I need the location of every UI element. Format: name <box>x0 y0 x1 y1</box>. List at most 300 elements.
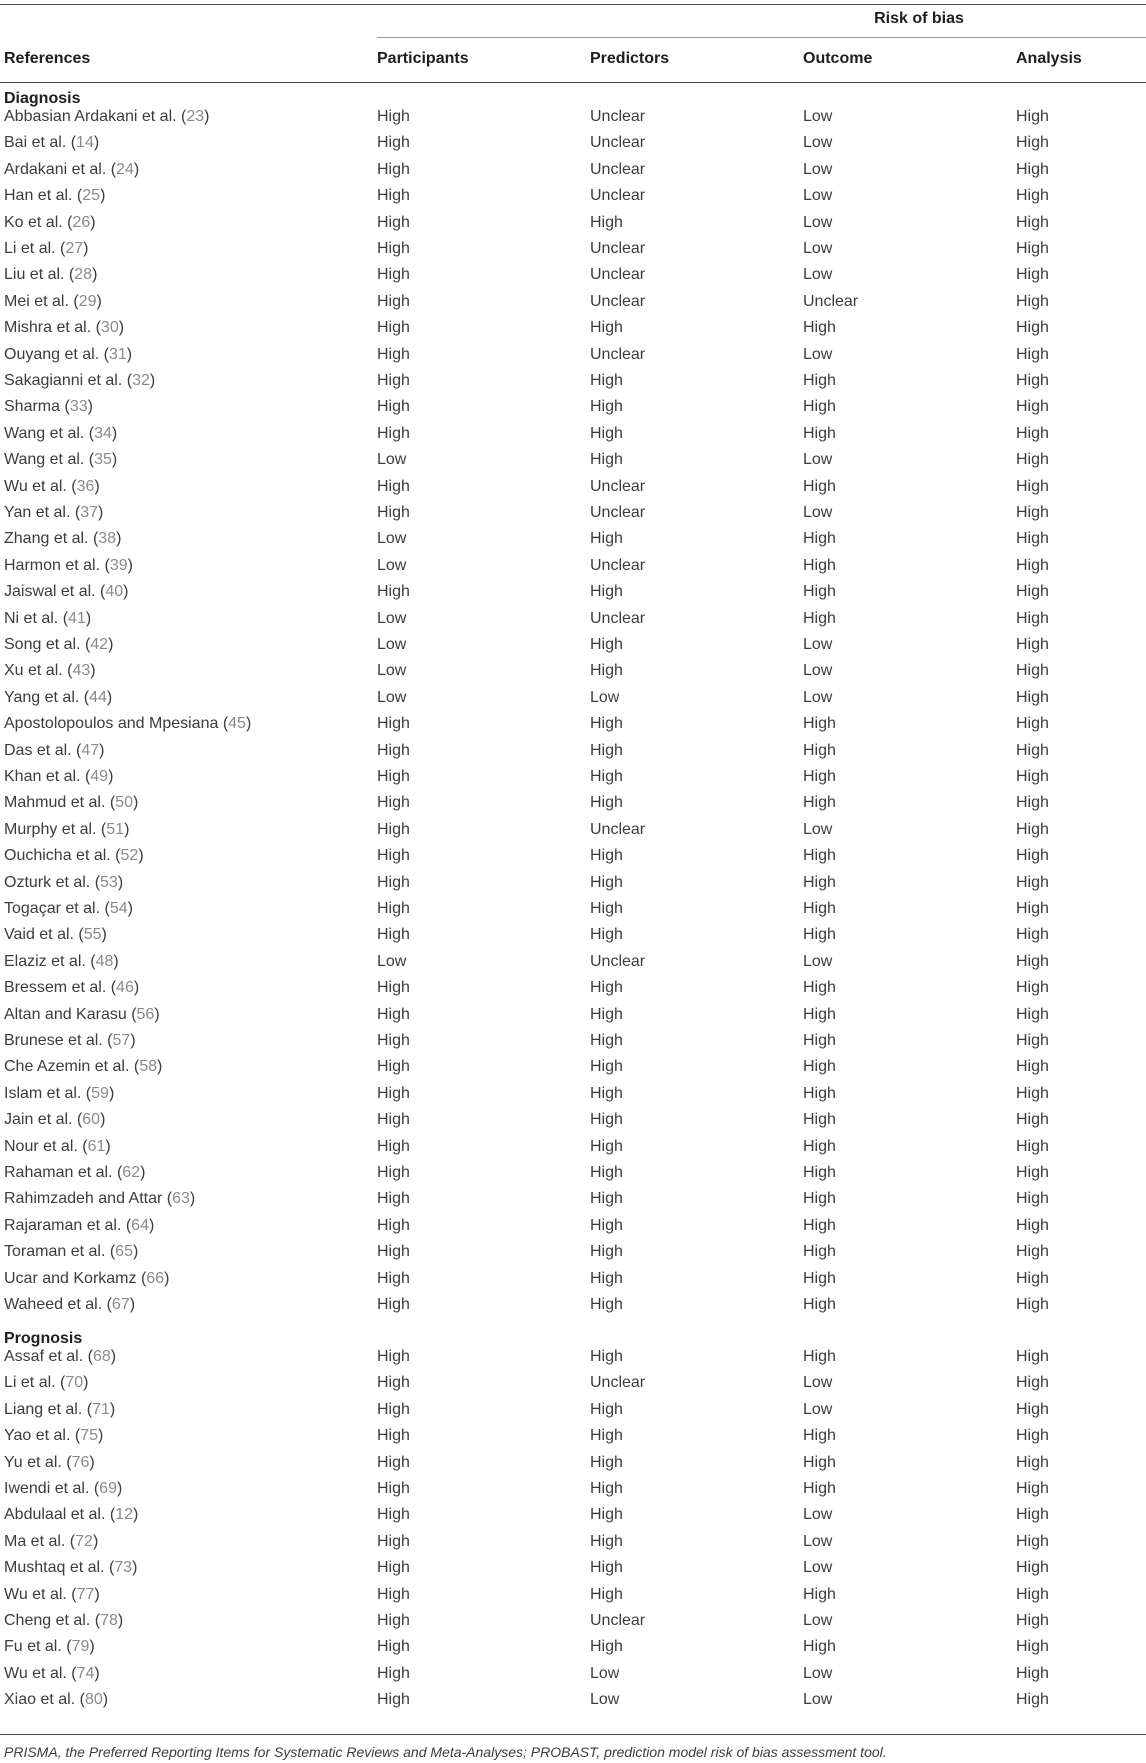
predictors-cell: Low <box>590 688 620 706</box>
predictors-cell: Unclear <box>590 1612 646 1629</box>
analysis-cell: High <box>1016 213 1049 231</box>
predictors-cell: Low <box>590 1664 620 1682</box>
participants-cell: High <box>377 926 410 944</box>
citation-number[interactable]: 80 <box>84 1691 103 1709</box>
reference-name: Liang et al. <box>4 1400 83 1418</box>
analysis-cell: High <box>1016 1032 1049 1049</box>
table-row <box>0 157 1146 183</box>
outcome-cell: High <box>803 1243 836 1261</box>
citation-number[interactable]: 51 <box>106 820 125 838</box>
analysis-cell: High <box>1016 609 1049 627</box>
outcome-cell: Low <box>803 820 833 838</box>
predictors-cell: High <box>590 1348 623 1365</box>
outcome-cell: High <box>803 398 836 416</box>
participants-cell: High <box>377 1190 410 1208</box>
outcome-cell: Low <box>803 1691 833 1709</box>
outcome-cell: Low <box>803 134 833 152</box>
citation-number[interactable]: 78 <box>100 1612 118 1629</box>
table-row <box>0 183 1146 209</box>
reference-cell: Li et al. (27) <box>4 240 89 257</box>
predictors-cell: High <box>590 715 623 733</box>
analysis-cell: High <box>1016 1638 1049 1656</box>
analysis-cell: High <box>1016 556 1049 574</box>
participants-cell: High <box>377 768 410 785</box>
outcome-cell: Low <box>803 636 833 653</box>
citation-number[interactable]: 53 <box>100 873 118 891</box>
outcome-cell: High <box>803 530 836 548</box>
table-row <box>0 1397 1146 1423</box>
table-row <box>0 210 1146 236</box>
analysis-cell: High <box>1016 477 1049 495</box>
citation-number[interactable]: 71 <box>92 1400 110 1418</box>
outcome-cell: High <box>803 1348 836 1365</box>
reference-name: Jaiswal et al. <box>4 583 96 601</box>
outcome-cell: High <box>803 1190 836 1208</box>
citation-number[interactable]: 25 <box>82 187 101 205</box>
reference-cell: Das et al. (47) <box>4 741 105 759</box>
citation-number[interactable]: 23 <box>186 108 205 125</box>
citation-number[interactable]: 63 <box>172 1190 190 1208</box>
predictors-cell: Unclear <box>590 952 646 970</box>
participants-cell: High <box>377 1137 410 1155</box>
participants-cell: High <box>377 372 410 389</box>
reference-cell: Wu et al. (74) <box>4 1664 100 1682</box>
analysis-cell: High <box>1016 794 1049 812</box>
citation-number[interactable]: 76 <box>71 1453 90 1471</box>
reference-name: Ozturk et al. <box>4 873 91 891</box>
outcome-cell: Low <box>803 160 833 178</box>
table-row <box>0 1028 1146 1054</box>
reference-name: Cheng et al. <box>4 1612 91 1629</box>
outcome-cell: High <box>803 1453 836 1471</box>
participants-cell: High <box>377 1005 410 1023</box>
reference-cell: Nour et al. (61) <box>4 1137 111 1155</box>
reference-name: Yang et al. <box>4 688 80 706</box>
participants-cell: High <box>377 1400 410 1418</box>
reference-name: Rahimzadeh and Attar <box>4 1190 163 1208</box>
citation-number[interactable]: 44 <box>89 688 107 706</box>
reference-name: Das et al. <box>4 741 72 759</box>
citation-number[interactable]: 72 <box>75 1532 93 1550</box>
citation-number[interactable]: 59 <box>91 1084 109 1102</box>
table-row <box>0 658 1146 684</box>
outcome-cell: High <box>803 900 836 917</box>
reference-name: Mushtaq et al. <box>4 1559 105 1577</box>
analysis-cell: High <box>1016 1427 1049 1445</box>
reference-name: Wu et al. <box>4 477 67 495</box>
reference-name: Zhang et al. <box>4 530 89 548</box>
predictors-cell: Unclear <box>590 504 646 521</box>
reference-cell: Wu et al. (77) <box>4 1585 100 1603</box>
section-header: Diagnosis <box>4 90 81 107</box>
outcome-cell: High <box>803 1585 836 1603</box>
predictors-cell: High <box>590 662 623 680</box>
citation-number[interactable]: 65 <box>115 1243 133 1261</box>
analysis-cell: High <box>1016 451 1049 469</box>
predictors-cell: Unclear <box>590 292 646 310</box>
citation-number[interactable]: 27 <box>65 240 84 257</box>
table-row <box>0 1634 1146 1660</box>
participants-cell: High <box>377 794 410 812</box>
predictors-cell: High <box>590 1005 623 1023</box>
participants-cell: High <box>377 1559 410 1577</box>
citation-number[interactable]: 68 <box>92 1348 111 1365</box>
table-row <box>0 1555 1146 1581</box>
header-rule <box>0 82 1146 83</box>
predictors-cell: High <box>590 1269 623 1287</box>
citation-number[interactable]: 66 <box>146 1269 165 1287</box>
citation-number[interactable]: 37 <box>80 504 98 521</box>
reference-name: Khan et al. <box>4 768 81 785</box>
participants-cell: High <box>377 1058 410 1076</box>
reference-name: Han et al. <box>4 187 73 205</box>
reference-cell: Song et al. (42) <box>4 636 114 653</box>
group-header-risk-of-bias: Risk of bias <box>874 10 964 27</box>
analysis-cell: High <box>1016 160 1049 178</box>
reference-name: Rajaraman et al. <box>4 1216 122 1234</box>
reference-cell: Togaçar et al. (54) <box>4 900 133 917</box>
citation-number[interactable]: 56 <box>136 1005 155 1023</box>
citation-number[interactable]: 34 <box>94 424 112 442</box>
outcome-cell: Low <box>803 266 833 284</box>
footnote-def-prisma: , the Preferred Reporting Items for Systematic Reviews and Meta-Analyses; <box>57 1744 531 1760</box>
citation-number[interactable]: 12 <box>115 1506 133 1524</box>
citation-number[interactable]: 61 <box>87 1137 106 1155</box>
citation-number[interactable]: 14 <box>76 134 94 152</box>
participants-cell: High <box>377 504 410 521</box>
analysis-cell: High <box>1016 768 1049 785</box>
reference-cell: Rahaman et al. (62) <box>4 1164 146 1181</box>
table-row <box>0 474 1146 500</box>
predictors-cell: Unclear <box>590 240 646 257</box>
predictors-cell: High <box>590 1585 623 1603</box>
reference-name: Yao et al. <box>4 1427 71 1445</box>
predictors-cell: High <box>590 1058 623 1076</box>
table-row <box>0 1186 1146 1212</box>
reference-cell: Mei et al. (29) <box>4 292 102 310</box>
participants-cell: High <box>377 1532 410 1550</box>
reference-name: Mishra et al. <box>4 319 92 337</box>
reference-name: Brunese et al. <box>4 1032 103 1049</box>
citation-number[interactable]: 45 <box>228 715 246 733</box>
section-header: Prognosis <box>4 1330 83 1347</box>
reference-cell: Zhang et al. (38) <box>4 530 122 548</box>
table-row <box>0 896 1146 922</box>
outcome-cell: Low <box>803 1612 833 1629</box>
reference-name: Xu et al. <box>4 662 63 680</box>
column-header-outcome: Outcome <box>803 50 873 67</box>
analysis-cell: High <box>1016 292 1049 310</box>
reference-cell: Liu et al. (28) <box>4 266 98 284</box>
participants-cell: High <box>377 1374 410 1392</box>
citation-number[interactable]: 41 <box>68 609 86 627</box>
footnote-abbr-prisma: PRISMA <box>4 1744 58 1760</box>
citation-number[interactable]: 70 <box>65 1374 84 1392</box>
reference-name: Altan and Karasu <box>4 1005 127 1023</box>
analysis-cell: High <box>1016 1506 1049 1524</box>
analysis-cell: High <box>1016 1216 1049 1234</box>
reference-cell: Jain et al. (60) <box>4 1111 106 1129</box>
table-row <box>0 1239 1146 1265</box>
participants-cell: High <box>377 741 410 759</box>
reference-cell: Iwendi et al. (69) <box>4 1480 123 1497</box>
outcome-cell: High <box>803 556 836 574</box>
citation-number[interactable]: 62 <box>122 1164 141 1181</box>
citation-number[interactable]: 74 <box>76 1664 95 1682</box>
participants-cell: High <box>377 1664 410 1682</box>
citation-number[interactable]: 50 <box>115 794 133 812</box>
table-row <box>0 1582 1146 1608</box>
analysis-cell: High <box>1016 688 1049 706</box>
predictors-cell: High <box>590 1400 623 1418</box>
outcome-cell: Low <box>803 1559 833 1577</box>
reference-name: Harmon et al. <box>4 556 101 574</box>
table-row <box>0 1370 1146 1396</box>
citation-number[interactable]: 39 <box>109 556 128 574</box>
analysis-cell: High <box>1016 979 1049 997</box>
reference-name: Rahaman et al. <box>4 1164 113 1181</box>
reference-cell: Sharma (33) <box>4 398 93 416</box>
footnote-abbr-probast: PROBAST <box>530 1744 597 1760</box>
predictors-cell: Unclear <box>590 820 646 838</box>
reference-cell: Assaf et al. (68) <box>4 1348 117 1365</box>
predictors-cell: High <box>590 1032 623 1049</box>
reference-name: Ni et al. <box>4 609 59 627</box>
outcome-cell: Low <box>803 688 833 706</box>
participants-cell: Low <box>377 688 407 706</box>
citation-number[interactable]: 60 <box>82 1111 101 1129</box>
table-row <box>0 606 1146 632</box>
outcome-cell: High <box>803 1084 836 1102</box>
citation-number[interactable]: 29 <box>78 292 97 310</box>
analysis-cell: High <box>1016 952 1049 970</box>
citation-number[interactable]: 28 <box>74 266 93 284</box>
reference-cell: Altan and Karasu (56) <box>4 1005 160 1023</box>
citation-number[interactable]: 47 <box>81 741 100 759</box>
participants-cell: High <box>377 240 410 257</box>
participants-cell: High <box>377 134 410 152</box>
table-row <box>0 1476 1146 1502</box>
table-row <box>0 738 1146 764</box>
outcome-cell: Low <box>803 1374 833 1392</box>
reference-cell: Che Azemin et al. (58) <box>4 1058 163 1076</box>
citation-number[interactable]: 35 <box>94 451 112 469</box>
citation-number[interactable]: 31 <box>108 345 127 363</box>
outcome-cell: Low <box>803 662 833 680</box>
reference-name: Nour et al. <box>4 1137 78 1155</box>
table-row <box>0 1450 1146 1476</box>
analysis-cell: High <box>1016 266 1049 284</box>
analysis-cell: High <box>1016 108 1049 125</box>
citation-number[interactable]: 43 <box>72 662 91 680</box>
reference-name: Song et al. <box>4 636 81 653</box>
citation-number[interactable]: 58 <box>139 1058 157 1076</box>
column-header-predictors: Predictors <box>590 50 670 67</box>
reference-name: Ouyang et al. <box>4 345 100 363</box>
analysis-cell: High <box>1016 1664 1049 1682</box>
reference-cell: Liang et al. (71) <box>4 1400 116 1418</box>
reference-cell: Murphy et al. (51) <box>4 820 130 838</box>
reference-cell: Abdulaal et al. (12) <box>4 1506 139 1524</box>
participants-cell: High <box>377 1691 410 1709</box>
table-row <box>0 104 1146 130</box>
reference-name: Jain et al. <box>4 1111 73 1129</box>
citation-number[interactable]: 38 <box>98 530 117 548</box>
table-row <box>0 1423 1146 1449</box>
reference-cell: Mishra et al. (30) <box>4 319 125 337</box>
citation-number[interactable]: 24 <box>116 160 134 178</box>
citation-number[interactable]: 49 <box>90 768 109 785</box>
citation-number[interactable]: 67 <box>111 1296 130 1313</box>
analysis-cell: High <box>1016 1374 1049 1392</box>
participants-cell: High <box>377 187 410 205</box>
outcome-cell: High <box>803 847 836 865</box>
citation-number[interactable]: 32 <box>132 372 150 389</box>
outcome-cell: Low <box>803 1506 833 1524</box>
citation-number[interactable]: 73 <box>114 1559 133 1577</box>
citation-number[interactable]: 57 <box>112 1032 131 1049</box>
citation-number[interactable]: 69 <box>99 1480 117 1497</box>
predictors-cell: High <box>590 398 623 416</box>
reference-name: Togaçar et al. <box>4 900 101 917</box>
reference-name: Yu et al. <box>4 1453 62 1471</box>
predictors-cell: Unclear <box>590 266 646 284</box>
reference-name: Li et al. <box>4 1374 56 1392</box>
outcome-cell: High <box>803 1137 836 1155</box>
reference-name: Bai et al. <box>4 134 67 152</box>
table-row <box>0 790 1146 816</box>
participants-cell: High <box>377 424 410 442</box>
outcome-cell: High <box>803 741 836 759</box>
predictors-cell: High <box>590 979 623 997</box>
reference-cell: Yu et al. (76) <box>4 1453 95 1471</box>
table-row <box>0 1160 1146 1186</box>
predictors-cell: High <box>590 213 623 231</box>
participants-cell: High <box>377 1269 410 1287</box>
predictors-cell: High <box>590 1427 623 1445</box>
reference-cell: Cheng et al. (78) <box>4 1612 124 1629</box>
analysis-cell: High <box>1016 741 1049 759</box>
reference-name: Murphy et al. <box>4 820 97 838</box>
reference-cell: Li et al. (70) <box>4 1374 89 1392</box>
participants-cell: High <box>377 1084 410 1102</box>
outcome-cell: High <box>803 424 836 442</box>
reference-cell: Wu et al. (36) <box>4 477 100 495</box>
reference-cell: Bressem et al. (46) <box>4 979 140 997</box>
citation-number[interactable]: 30 <box>100 319 119 337</box>
reference-cell: Ozturk et al. (53) <box>4 873 124 891</box>
analysis-cell: High <box>1016 1190 1049 1208</box>
citation-number[interactable]: 77 <box>76 1585 95 1603</box>
table-row <box>0 500 1146 526</box>
citation-number[interactable]: 46 <box>116 979 134 997</box>
participants-cell: High <box>377 108 410 125</box>
predictors-cell: Unclear <box>590 1374 646 1392</box>
predictors-cell: Unclear <box>590 187 646 205</box>
participants-cell: High <box>377 213 410 231</box>
table-row <box>0 1344 1146 1370</box>
analysis-cell: High <box>1016 926 1049 944</box>
table-row <box>0 685 1146 711</box>
table-row <box>0 975 1146 1001</box>
column-header-references: References <box>4 50 91 67</box>
outcome-cell: Low <box>803 240 833 257</box>
predictors-cell: High <box>590 1216 623 1234</box>
citation-number[interactable]: 54 <box>109 900 128 917</box>
analysis-cell: High <box>1016 1532 1049 1550</box>
reference-cell: Waheed et al. (67) <box>4 1296 136 1313</box>
citation-number[interactable]: 26 <box>72 213 91 231</box>
citation-number[interactable]: 33 <box>69 398 88 416</box>
citation-number[interactable]: 79 <box>71 1638 90 1656</box>
analysis-cell: High <box>1016 715 1049 733</box>
citation-number[interactable]: 52 <box>120 847 139 865</box>
citation-number[interactable]: 55 <box>83 926 102 944</box>
table-row <box>0 1292 1146 1318</box>
reference-name: Mahmud et al. <box>4 794 106 812</box>
reference-cell: Ma et al. (72) <box>4 1532 99 1550</box>
analysis-cell: High <box>1016 1164 1049 1181</box>
outcome-cell: Low <box>803 187 833 205</box>
table-row <box>0 1054 1146 1080</box>
analysis-cell: High <box>1016 662 1049 680</box>
predictors-cell: High <box>590 1453 623 1471</box>
analysis-cell: High <box>1016 372 1049 389</box>
analysis-cell: High <box>1016 1296 1049 1313</box>
reference-name: Sakagianni et al. <box>4 372 123 389</box>
footnote-def-probast: , prediction model risk of bias assessment tool. <box>596 1744 887 1760</box>
table-row <box>0 1081 1146 1107</box>
participants-cell: High <box>377 1585 410 1603</box>
reference-name: Wang et al. <box>4 424 85 442</box>
table-row <box>0 394 1146 420</box>
predictors-cell: Unclear <box>590 108 646 125</box>
predictors-cell: High <box>590 1111 623 1129</box>
predictors-cell: High <box>590 1296 623 1313</box>
outcome-cell: Low <box>803 1664 833 1682</box>
citation-number[interactable]: 42 <box>90 636 109 653</box>
analysis-cell: High <box>1016 820 1049 838</box>
predictors-cell: Unclear <box>590 477 646 495</box>
participants-cell: High <box>377 1612 410 1629</box>
reference-name: Waheed et al. <box>4 1296 103 1313</box>
analysis-cell: High <box>1016 504 1049 521</box>
reference-cell: Mushtaq et al. (73) <box>4 1559 138 1577</box>
outcome-cell: Low <box>803 1532 833 1550</box>
reference-cell: Fu et al. (79) <box>4 1638 95 1656</box>
citation-number[interactable]: 36 <box>76 477 95 495</box>
reference-cell: Jaiswal et al. (40) <box>4 583 129 601</box>
predictors-cell: Low <box>590 1691 620 1709</box>
citation-number[interactable]: 48 <box>95 952 114 970</box>
analysis-cell: High <box>1016 1400 1049 1418</box>
citation-number[interactable]: 64 <box>131 1216 149 1234</box>
predictors-cell: Unclear <box>590 609 646 627</box>
reference-name: Ouchicha et al. <box>4 847 111 865</box>
citation-number[interactable]: 75 <box>80 1427 98 1445</box>
outcome-cell: High <box>803 1216 836 1234</box>
predictors-cell: High <box>590 1243 623 1261</box>
outcome-cell: Low <box>803 108 833 125</box>
predictors-cell: High <box>590 1532 623 1550</box>
reference-cell: Mahmud et al. (50) <box>4 794 139 812</box>
analysis-cell: High <box>1016 636 1049 653</box>
table-row <box>0 315 1146 341</box>
participants-cell: Low <box>377 530 407 548</box>
citation-number[interactable]: 40 <box>105 583 124 601</box>
reference-cell: Elaziz et al. (48) <box>4 952 119 970</box>
analysis-cell: High <box>1016 1691 1049 1709</box>
